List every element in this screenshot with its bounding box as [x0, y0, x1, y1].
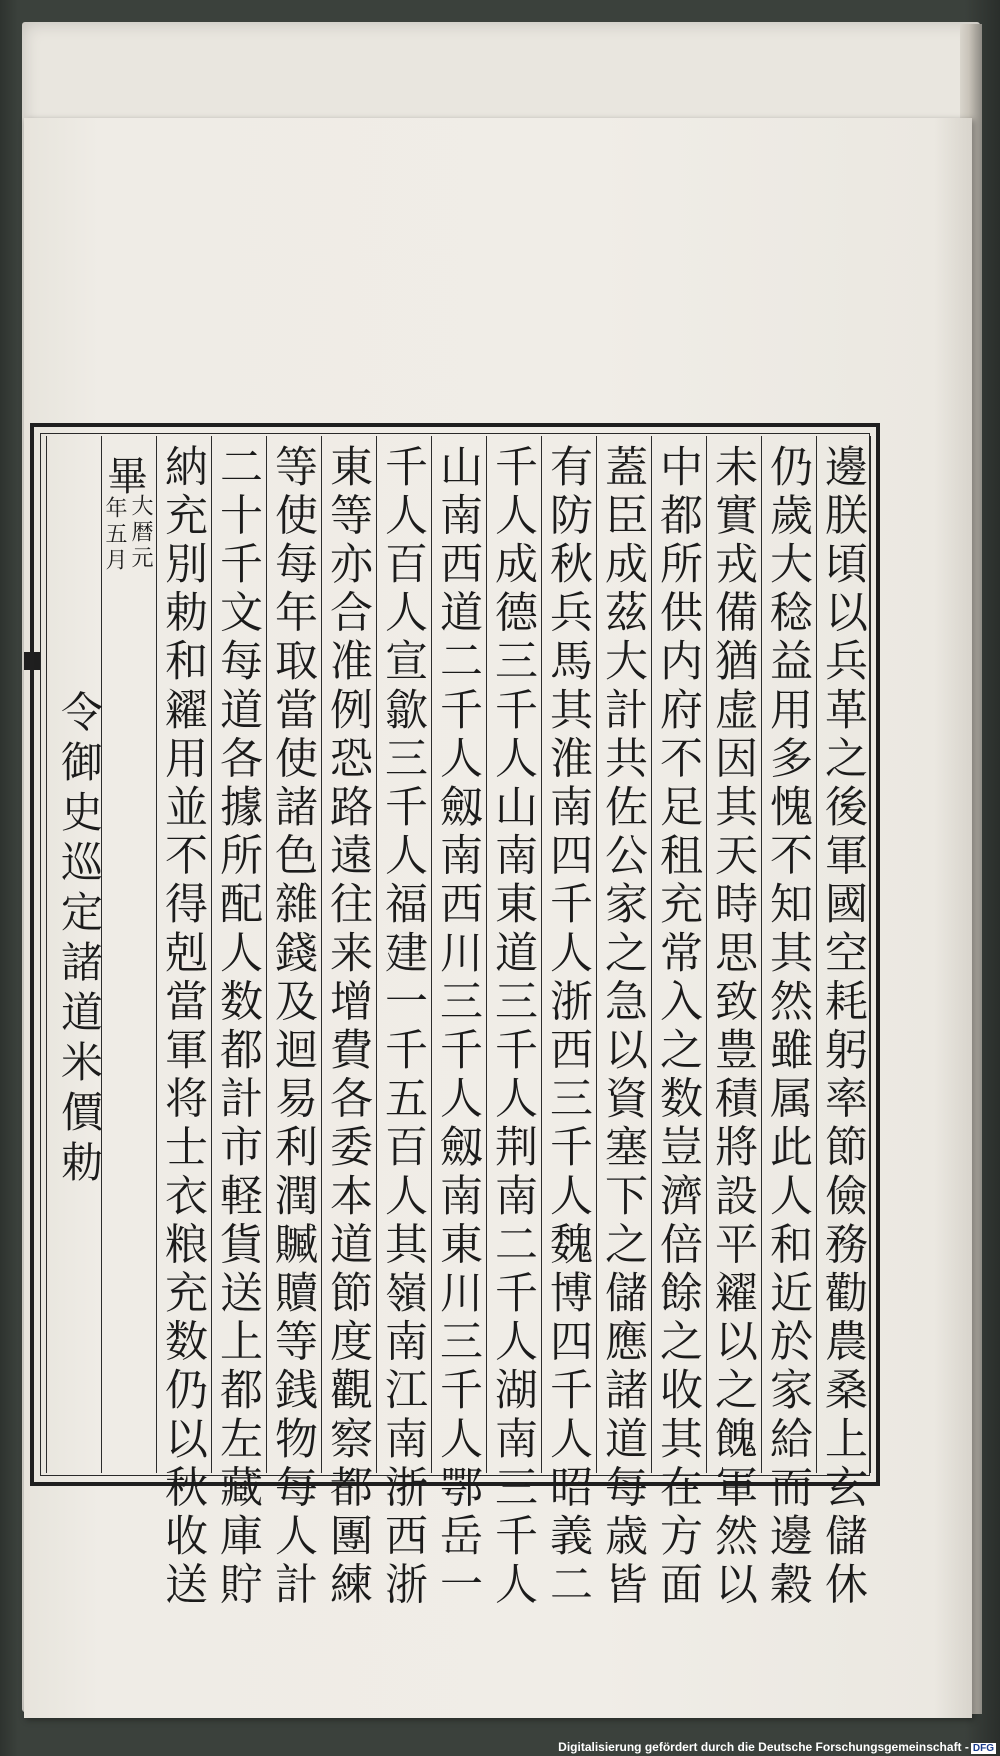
text-column	[321, 436, 376, 1611]
column-text: 等使每年取當使諸色雜錢及迴易利潤贓贖等銭物每人計	[268, 444, 318, 1611]
column-text: 仍歲大稔益用多愧不知其然雖属此人和近於家給而邊穀	[763, 444, 813, 1611]
column-text: 邊朕頃以兵革之後軍國空耗躬率節儉務勸農桑上玄儲休	[818, 444, 868, 1611]
column-text: 有防秋兵馬其淮南四千人浙西三千人魏博四千人昭義二	[543, 444, 593, 1611]
date-note-right: 大暦元	[128, 494, 153, 572]
column-text: 千人成德三千人山南東道三千人荆南二千人湖南三千人	[488, 444, 538, 1611]
text-column	[431, 436, 486, 1611]
text-column	[156, 436, 211, 1611]
document-title: 令御史巡定諸道米價勅	[55, 690, 104, 1190]
column-text: 山南西道二千人劔南西川三千人劔南東川三千人鄂岳一	[433, 444, 483, 1611]
dfg-logo: DFG	[972, 1743, 994, 1754]
text-column	[541, 436, 596, 1611]
column-text: 未實戎備猶虚因其天時思致豊積將設平糴以之餽軍然以	[708, 444, 758, 1611]
footer-credit	[558, 1740, 996, 1754]
date-main-char: 畢	[101, 455, 147, 495]
date-note-left: 年五月	[102, 496, 127, 574]
text-frame	[30, 423, 880, 1611]
text-frame-inner	[40, 433, 870, 1611]
text-column	[761, 436, 816, 1611]
text-column	[486, 436, 541, 1611]
column-text: 中都所供内府不足租充常入之数豈濟倍餘之收其在方面	[653, 444, 703, 1611]
text-column	[706, 436, 761, 1611]
column-text: 東等亦合准例恐路遠往来增費各委本道節度觀察都團練	[323, 444, 373, 1611]
text-column	[266, 436, 321, 1611]
footer-credit-text: Digitalisierung gefördert durch die Deutsche Forschungsgemeinschaft -	[558, 1740, 969, 1754]
text-column	[376, 436, 431, 1611]
column-rule-edge	[870, 436, 871, 1473]
text-column	[211, 436, 266, 1611]
column-text: 千人百人宣歙三千人福建一千五百人其嶺南江南浙西浙	[378, 444, 428, 1611]
text-column	[816, 436, 871, 1611]
column-text: 蓋臣成茲大計共佐公家之急以資塞下之儲應諸道每歳皆	[598, 444, 648, 1611]
blank-column	[101, 436, 156, 1473]
column-text: 納充別勅和糴用並不得剋當軍将士衣粮充数仍以秋收送	[158, 444, 208, 1611]
column-text: 二十千文每道各據所配人数都計市軽貨送上都左藏庫貯	[213, 444, 263, 1611]
text-column	[596, 436, 651, 1611]
text-column	[651, 436, 706, 1611]
